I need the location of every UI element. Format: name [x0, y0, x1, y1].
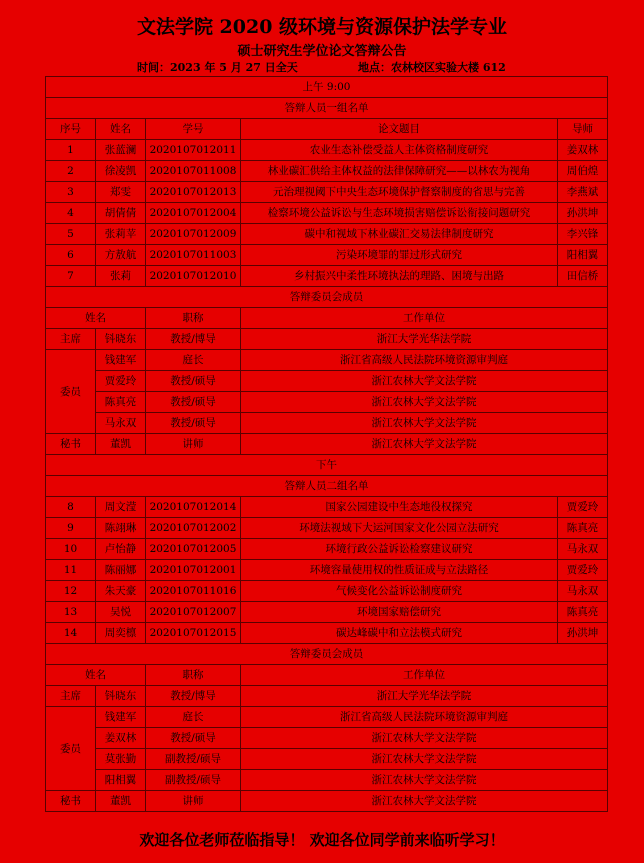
student-name: 陈丽娜 — [96, 560, 146, 581]
advisor-name: 陈真亮 — [558, 518, 608, 539]
closing-message: 欢迎各位老师莅临指导！ 欢迎各位同学前来临听学习！ — [139, 831, 505, 849]
student-name: 陈翊琳 — [96, 518, 146, 539]
thesis-title: 乡村振兴中柔性环境执法的理路、困境与出路 — [241, 266, 558, 287]
student-name: 徐凌凯 — [96, 161, 146, 182]
student-id: 2020107012009 — [146, 224, 241, 245]
student-row — [46, 224, 608, 245]
id-header: 学号 — [146, 119, 241, 140]
student-row — [46, 182, 608, 203]
member-affiliation: 浙江农林大学文法学院 — [241, 371, 608, 392]
thesis-title: 元治理视阈下中央生态环境保护督察制度的省思与完善 — [241, 182, 558, 203]
member-rank: 教授/硕导 — [146, 413, 241, 434]
student-name: 张蓝澜 — [96, 140, 146, 161]
member-rank: 教授/硕导 — [146, 728, 241, 749]
member-rank: 教授/硕导 — [146, 371, 241, 392]
advisor-name: 周伯煌 — [558, 161, 608, 182]
member-affiliation: 浙江省高级人民法院环境资源审判庭 — [241, 707, 608, 728]
page-subtitle: 硕士研究生学位论文答辩公告 — [237, 44, 407, 59]
member-name: 钱建军 — [96, 350, 146, 371]
thesis-title: 气候变化公益诉讼制度研究 — [241, 581, 558, 602]
student-seq: 10 — [46, 539, 96, 560]
thesis-title: 农业生态补偿受益人主体资格制度研究 — [241, 140, 558, 161]
advisor-name: 李兴锋 — [558, 224, 608, 245]
student-id: 2020107012014 — [146, 497, 241, 518]
student-row — [46, 623, 608, 644]
thesis-title: 林业碳汇供给主体权益的法律保障研究——以林农为视角 — [241, 161, 558, 182]
student-name: 张莉苹 — [96, 224, 146, 245]
student-name: 吴悦 — [96, 602, 146, 623]
thesis-title: 国家公园建设中生态地役权探究 — [241, 497, 558, 518]
student-seq: 2 — [46, 161, 96, 182]
student-id: 2020107012005 — [146, 539, 241, 560]
advisor-header: 导师 — [558, 119, 608, 140]
group-title-row — [46, 476, 608, 497]
secretary-name: 董凯 — [96, 791, 146, 812]
student-name: 朱天豪 — [96, 581, 146, 602]
advisor-name: 田信桥 — [558, 266, 608, 287]
committee-name-header: 姓名 — [46, 308, 146, 329]
defense-place: 地点：农林校区实验大楼 612 — [358, 61, 506, 74]
student-seq: 7 — [46, 266, 96, 287]
student-name: 张莉 — [96, 266, 146, 287]
thesis-title: 碳中和视域下林业碳汇交易法律制度研究 — [241, 224, 558, 245]
advisor-name: 贾爱玲 — [558, 497, 608, 518]
committee-affiliation-header: 工作单位 — [241, 665, 608, 686]
student-seq: 8 — [46, 497, 96, 518]
student-id: 2020107011003 — [146, 245, 241, 266]
student-row — [46, 497, 608, 518]
student-id: 2020107012007 — [146, 602, 241, 623]
advisor-name: 李燕斌 — [558, 182, 608, 203]
member-row — [46, 371, 608, 392]
student-seq: 3 — [46, 182, 96, 203]
secretary-rank: 讲师 — [146, 434, 241, 455]
member-affiliation: 浙江农林大学文法学院 — [241, 749, 608, 770]
committee-rank-header: 职称 — [146, 665, 241, 686]
student-name: 郑雯 — [96, 182, 146, 203]
member-affiliation: 浙江农林大学文法学院 — [241, 413, 608, 434]
chair-name: 钭晓东 — [96, 686, 146, 707]
student-row — [46, 203, 608, 224]
student-id: 2020107012015 — [146, 623, 241, 644]
member-rank: 教授/硕导 — [146, 392, 241, 413]
secretary-name: 董凯 — [96, 434, 146, 455]
member-row — [46, 770, 608, 791]
student-seq: 11 — [46, 560, 96, 581]
student-id: 2020107012004 — [146, 203, 241, 224]
student-row — [46, 161, 608, 182]
thesis-title: 环境法视域下大运河国家文化公园立法研究 — [241, 518, 558, 539]
member-row — [46, 392, 608, 413]
thesis-title: 环境国家赔偿研究 — [241, 602, 558, 623]
student-seq: 1 — [46, 140, 96, 161]
secretary-affiliation: 浙江农林大学文法学院 — [241, 791, 608, 812]
committee-name-header: 姓名 — [46, 665, 146, 686]
student-name: 卢怡静 — [96, 539, 146, 560]
chair-name: 钭晓东 — [96, 329, 146, 350]
student-seq: 13 — [46, 602, 96, 623]
member-name: 贾爱玲 — [96, 371, 146, 392]
chair-rank: 教授/博导 — [146, 329, 241, 350]
group-title-row — [46, 98, 608, 119]
member-rank: 副教授/硕导 — [146, 749, 241, 770]
student-seq: 14 — [46, 623, 96, 644]
chair-row — [46, 686, 608, 707]
student-id: 2020107011016 — [146, 581, 241, 602]
student-name: 方敖航 — [96, 245, 146, 266]
member-rank: 庭长 — [146, 707, 241, 728]
student-name: 周奕檩 — [96, 623, 146, 644]
advisor-name: 马永双 — [558, 539, 608, 560]
student-id: 2020107012002 — [146, 518, 241, 539]
committee-title: 答辩委员会成员 — [46, 644, 608, 665]
student-row — [46, 581, 608, 602]
group-title: 答辩人员二组名单 — [46, 476, 608, 497]
advisor-name: 贾爱玲 — [558, 560, 608, 581]
member-name: 姜双林 — [96, 728, 146, 749]
member-affiliation: 浙江农林大学文法学院 — [241, 728, 608, 749]
member-role: 委员 — [46, 707, 96, 791]
committee-rank-header: 职称 — [146, 308, 241, 329]
advisor-name: 阳相翼 — [558, 245, 608, 266]
student-header-row — [46, 119, 608, 140]
member-name: 马永双 — [96, 413, 146, 434]
secretary-role: 秘书 — [46, 791, 96, 812]
student-name: 胡倩倩 — [96, 203, 146, 224]
member-row — [46, 350, 608, 371]
student-row — [46, 245, 608, 266]
student-row — [46, 602, 608, 623]
student-seq: 4 — [46, 203, 96, 224]
chair-rank: 教授/博导 — [146, 686, 241, 707]
student-seq: 12 — [46, 581, 96, 602]
student-row — [46, 266, 608, 287]
chair-affiliation: 浙江大学光华法学院 — [241, 329, 608, 350]
member-rank: 副教授/硕导 — [146, 770, 241, 791]
member-row — [46, 707, 608, 728]
member-rank: 庭长 — [146, 350, 241, 371]
member-name: 阳相翼 — [96, 770, 146, 791]
page-title: 文法学院 2020 级环境与资源保护法学专业 — [136, 16, 508, 38]
student-id: 2020107011008 — [146, 161, 241, 182]
student-id: 2020107012001 — [146, 560, 241, 581]
committee-affiliation-header: 工作单位 — [241, 308, 608, 329]
committee-title: 答辩委员会成员 — [46, 287, 608, 308]
student-id: 2020107012013 — [146, 182, 241, 203]
member-affiliation: 浙江农林大学文法学院 — [241, 770, 608, 791]
session-row — [46, 77, 608, 98]
chair-affiliation: 浙江大学光华法学院 — [241, 686, 608, 707]
advisor-name: 马永双 — [558, 581, 608, 602]
student-row — [46, 539, 608, 560]
thesis-title: 环境行政公益诉讼检察建议研究 — [241, 539, 558, 560]
member-affiliation: 浙江农林大学文法学院 — [241, 392, 608, 413]
member-name: 钱建军 — [96, 707, 146, 728]
chair-role: 主席 — [46, 686, 96, 707]
advisor-name: 孙洪坤 — [558, 203, 608, 224]
student-seq: 9 — [46, 518, 96, 539]
thesis-title: 污染环境罪的罪过形式研究 — [241, 245, 558, 266]
chair-role: 主席 — [46, 329, 96, 350]
secretary-affiliation: 浙江农林大学文法学院 — [241, 434, 608, 455]
member-affiliation: 浙江省高级人民法院环境资源审判庭 — [241, 350, 608, 371]
secretary-row — [46, 434, 608, 455]
member-role: 委员 — [46, 350, 96, 434]
student-seq: 6 — [46, 245, 96, 266]
committee-header-row — [46, 308, 608, 329]
thesis-title: 碳达峰碳中和立法模式研究 — [241, 623, 558, 644]
secretary-rank: 讲师 — [146, 791, 241, 812]
name-header: 姓名 — [96, 119, 146, 140]
member-name: 陈真亮 — [96, 392, 146, 413]
group-title: 答辩人员一组名单 — [46, 98, 608, 119]
member-row — [46, 749, 608, 770]
student-row — [46, 518, 608, 539]
student-seq: 5 — [46, 224, 96, 245]
schedule-table — [45, 76, 608, 812]
session-time: 上午 9:00 — [46, 77, 608, 98]
student-id: 2020107012011 — [146, 140, 241, 161]
advisor-name: 姜双林 — [558, 140, 608, 161]
advisor-name: 陈真亮 — [558, 602, 608, 623]
secretary-row — [46, 791, 608, 812]
member-row — [46, 413, 608, 434]
defense-time: 时间：2023 年 5 月 27 日全天 — [137, 61, 298, 74]
thesis-header: 论文题目 — [241, 119, 558, 140]
secretary-role: 秘书 — [46, 434, 96, 455]
member-row — [46, 728, 608, 749]
thesis-title: 环境容量使用权的性质证成与立法路径 — [241, 560, 558, 581]
seq-header: 序号 — [46, 119, 96, 140]
student-id: 2020107012010 — [146, 266, 241, 287]
session-time: 下午 — [46, 455, 608, 476]
committee-title-row — [46, 287, 608, 308]
student-row — [46, 140, 608, 161]
student-name: 周文滢 — [96, 497, 146, 518]
committee-header-row — [46, 665, 608, 686]
chair-row — [46, 329, 608, 350]
committee-title-row — [46, 644, 608, 665]
student-row — [46, 560, 608, 581]
session-row — [46, 455, 608, 476]
advisor-name: 孙洪坤 — [558, 623, 608, 644]
member-name: 莫张勤 — [96, 749, 146, 770]
thesis-title: 检察环境公益诉讼与生态环境损害赔偿诉讼衔接问题研究 — [241, 203, 558, 224]
